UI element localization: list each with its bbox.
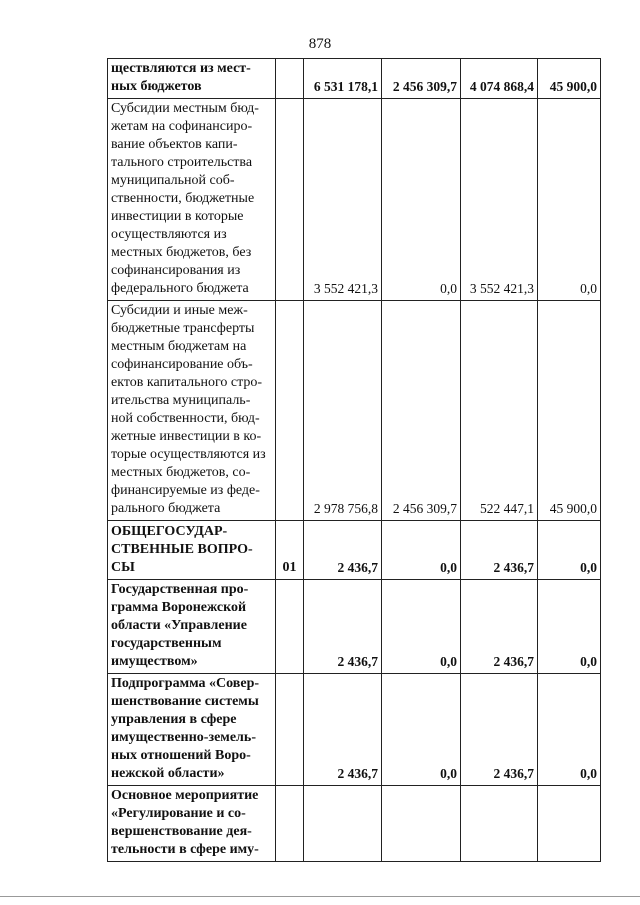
amount-federal [382,786,461,862]
section-code [276,99,304,301]
section-code [276,580,304,674]
amount-other: 45 900,0 [538,59,601,99]
amount-regional: 2 436,7 [461,521,538,580]
amount-total: 2 436,7 [304,674,382,786]
amount-other [538,786,601,862]
table-row [108,99,601,301]
row-description: Основное мероприятие «Регулирование и со-вершенствование дея-тельности в сфере иму- [108,786,276,862]
row-description: Субсидии и иные меж-бюджетные трансферты местным бюджетам на софинансирование объ-ектов капитального стро-ительства муниципаль-ной собственности, бюд-жетные инвестиции в ко-торые осуществляются из местных бюджетов, со-финансируемые из феде-рального бюджета [108,301,276,521]
amount-other: 0,0 [538,580,601,674]
table-row [108,580,601,674]
table-row [108,301,601,521]
amount-regional [461,786,538,862]
amount-total [304,786,382,862]
amount-total: 2 978 756,8 [304,301,382,521]
row-description: ОБЩЕГОСУДАР-СТВЕННЫЕ ВОПРО-СЫ [108,521,276,580]
table-row [108,59,601,99]
table-row [108,674,601,786]
amount-other: 0,0 [538,521,601,580]
amount-total: 2 436,7 [304,521,382,580]
amount-federal: 2 456 309,7 [382,59,461,99]
amount-federal: 0,0 [382,521,461,580]
amount-regional: 4 074 868,4 [461,59,538,99]
amount-total: 2 436,7 [304,580,382,674]
amount-regional: 3 552 421,3 [461,99,538,301]
row-description: ществляются из мест-ных бюджетов [108,59,276,99]
amount-regional: 2 436,7 [461,580,538,674]
amount-federal: 0,0 [382,580,461,674]
amount-regional: 2 436,7 [461,674,538,786]
amount-total: 3 552 421,3 [304,99,382,301]
section-code [276,59,304,99]
amount-federal: 0,0 [382,99,461,301]
section-code [276,786,304,862]
amount-other: 0,0 [538,99,601,301]
amount-federal: 2 456 309,7 [382,301,461,521]
amount-other: 45 900,0 [538,301,601,521]
page-bottom-rule [0,896,640,897]
row-description: Государственная про-грамма Воронежской области «Управление государственным имуществом» [108,580,276,674]
row-description: Субсидии местным бюд-жетам на софинансиро-вание объектов капи-тального строительства муниципальной соб-ственности, бюджетные инвестиции в которые осуществляются из местных бюджетов, без софинансирования из федерального бюджета [108,99,276,301]
table-row [108,786,601,862]
section-code: 01 [276,521,304,580]
amount-regional: 522 447,1 [461,301,538,521]
page-number: 878 [308,36,332,52]
section-code [276,674,304,786]
section-code [276,301,304,521]
budget-table [107,58,601,862]
table-row [108,521,601,580]
row-description: Подпрограмма «Совер-шенствование системы управления в сфере имущественно-земель-ных отношений Воро-нежской области» [108,674,276,786]
amount-other: 0,0 [538,674,601,786]
amount-total: 6 531 178,1 [304,59,382,99]
amount-federal: 0,0 [382,674,461,786]
